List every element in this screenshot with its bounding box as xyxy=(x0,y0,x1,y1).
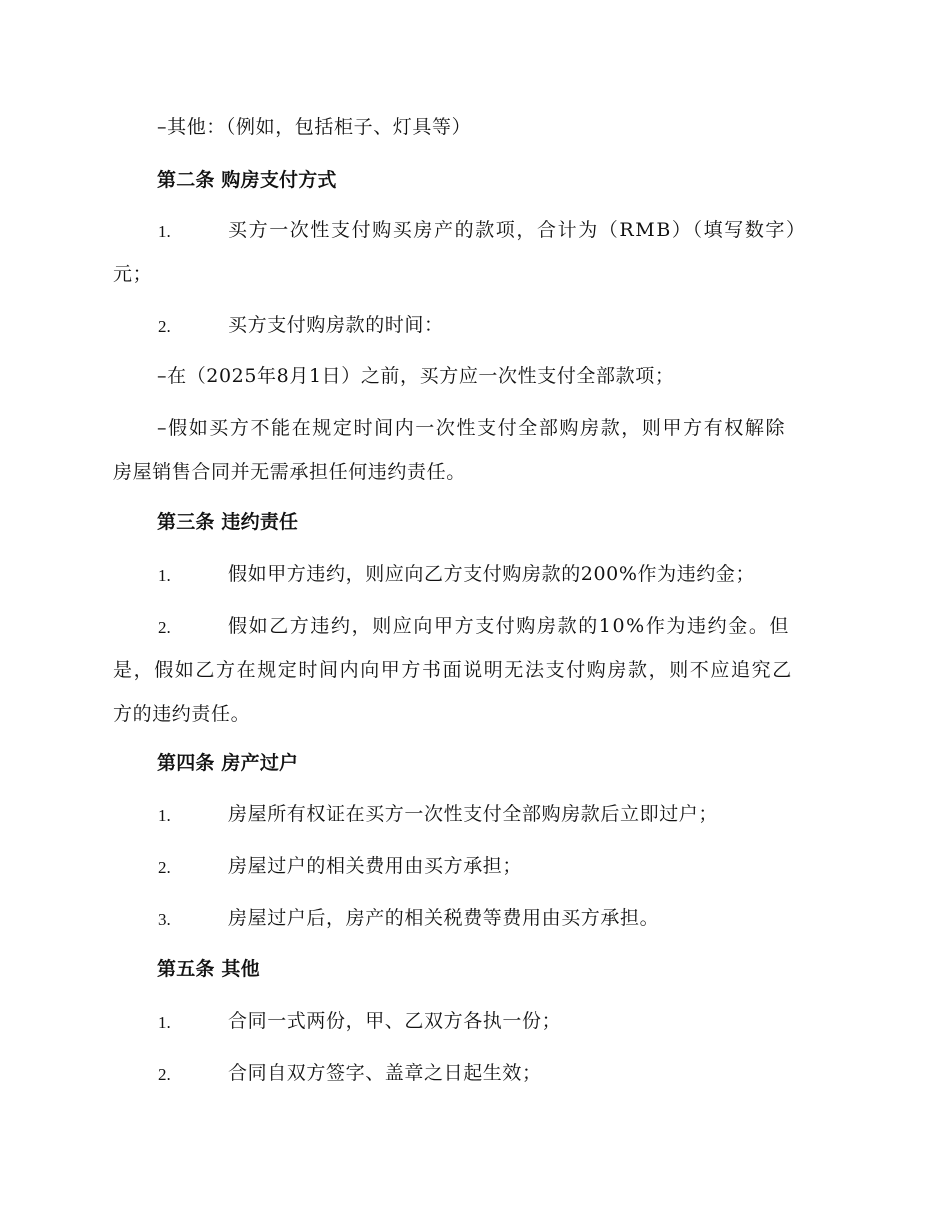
section-5-heading: 第五条 其他 xyxy=(157,958,260,980)
section-5-item-1-text: 合同一式两份，甲、乙双方各执一份； xyxy=(228,1010,562,1032)
section-2-item-2-text: 买方支付购房款的时间： xyxy=(228,314,444,336)
section-3-item-2-number: 2. xyxy=(158,618,171,637)
section-2-item-1-number: 1. xyxy=(158,222,171,241)
section-5-item-2-number: 2. xyxy=(158,1065,171,1084)
section-4-item-1-number: 1. xyxy=(158,806,171,825)
section-5-item-2-text: 合同自双方签字、盖章之日起生效； xyxy=(228,1062,542,1084)
section-2-heading: 第二条 购房支付方式 xyxy=(157,169,337,191)
section-2-bullet-2: –假如买方不能在规定时间内一次性支付全部购房款，则甲方有权解除 xyxy=(157,417,787,439)
section-4-item-3-text: 房屋过户后，房产的相关税费等费用由买方承担。 xyxy=(228,907,660,929)
section-2-item-1-text-continued: 元； xyxy=(113,263,153,285)
section-3-heading: 第三条 违约责任 xyxy=(157,511,299,533)
section-3-item-2-text-continued: 是，假如乙方在规定时间内向甲方书面说明无法支付购房款，则不应追究乙 xyxy=(113,659,793,681)
section-4-item-3-number: 3. xyxy=(158,910,171,929)
section-3-item-1-number: 1. xyxy=(158,566,171,585)
section-2-bullet-2-continued: 房屋销售合同并无需承担任何违约责任。 xyxy=(113,461,466,483)
section-4-item-2-number: 2. xyxy=(158,858,171,877)
section-4-item-2-text: 房屋过户的相关费用由买方承担； xyxy=(228,855,523,877)
paragraph-other-items: –其他：（例如，包括柜子、灯具等） xyxy=(157,116,472,138)
section-5-item-1-number: 1. xyxy=(158,1013,171,1032)
section-3-item-1-text: 假如甲方违约，则应向乙方支付购房款的200%作为违约金； xyxy=(228,563,756,585)
section-2-bullet-1: –在（2025年8月1日）之前，买方应一次性支付全部款项； xyxy=(157,365,675,387)
section-4-item-1-text: 房屋所有权证在买方一次性支付全部购房款后立即过户； xyxy=(228,803,719,825)
section-3-item-2-text: 假如乙方违约，则应向甲方支付购房款的10%作为违约金。但 xyxy=(228,615,791,637)
section-3-item-2-text-end: 方的违约责任。 xyxy=(113,703,251,725)
section-4-heading: 第四条 房产过户 xyxy=(157,752,299,774)
section-2-item-2-number: 2. xyxy=(158,317,171,336)
section-2-item-1-text: 买方一次性支付购买房产的款项，合计为（RMB）（填写数字） xyxy=(228,219,807,241)
